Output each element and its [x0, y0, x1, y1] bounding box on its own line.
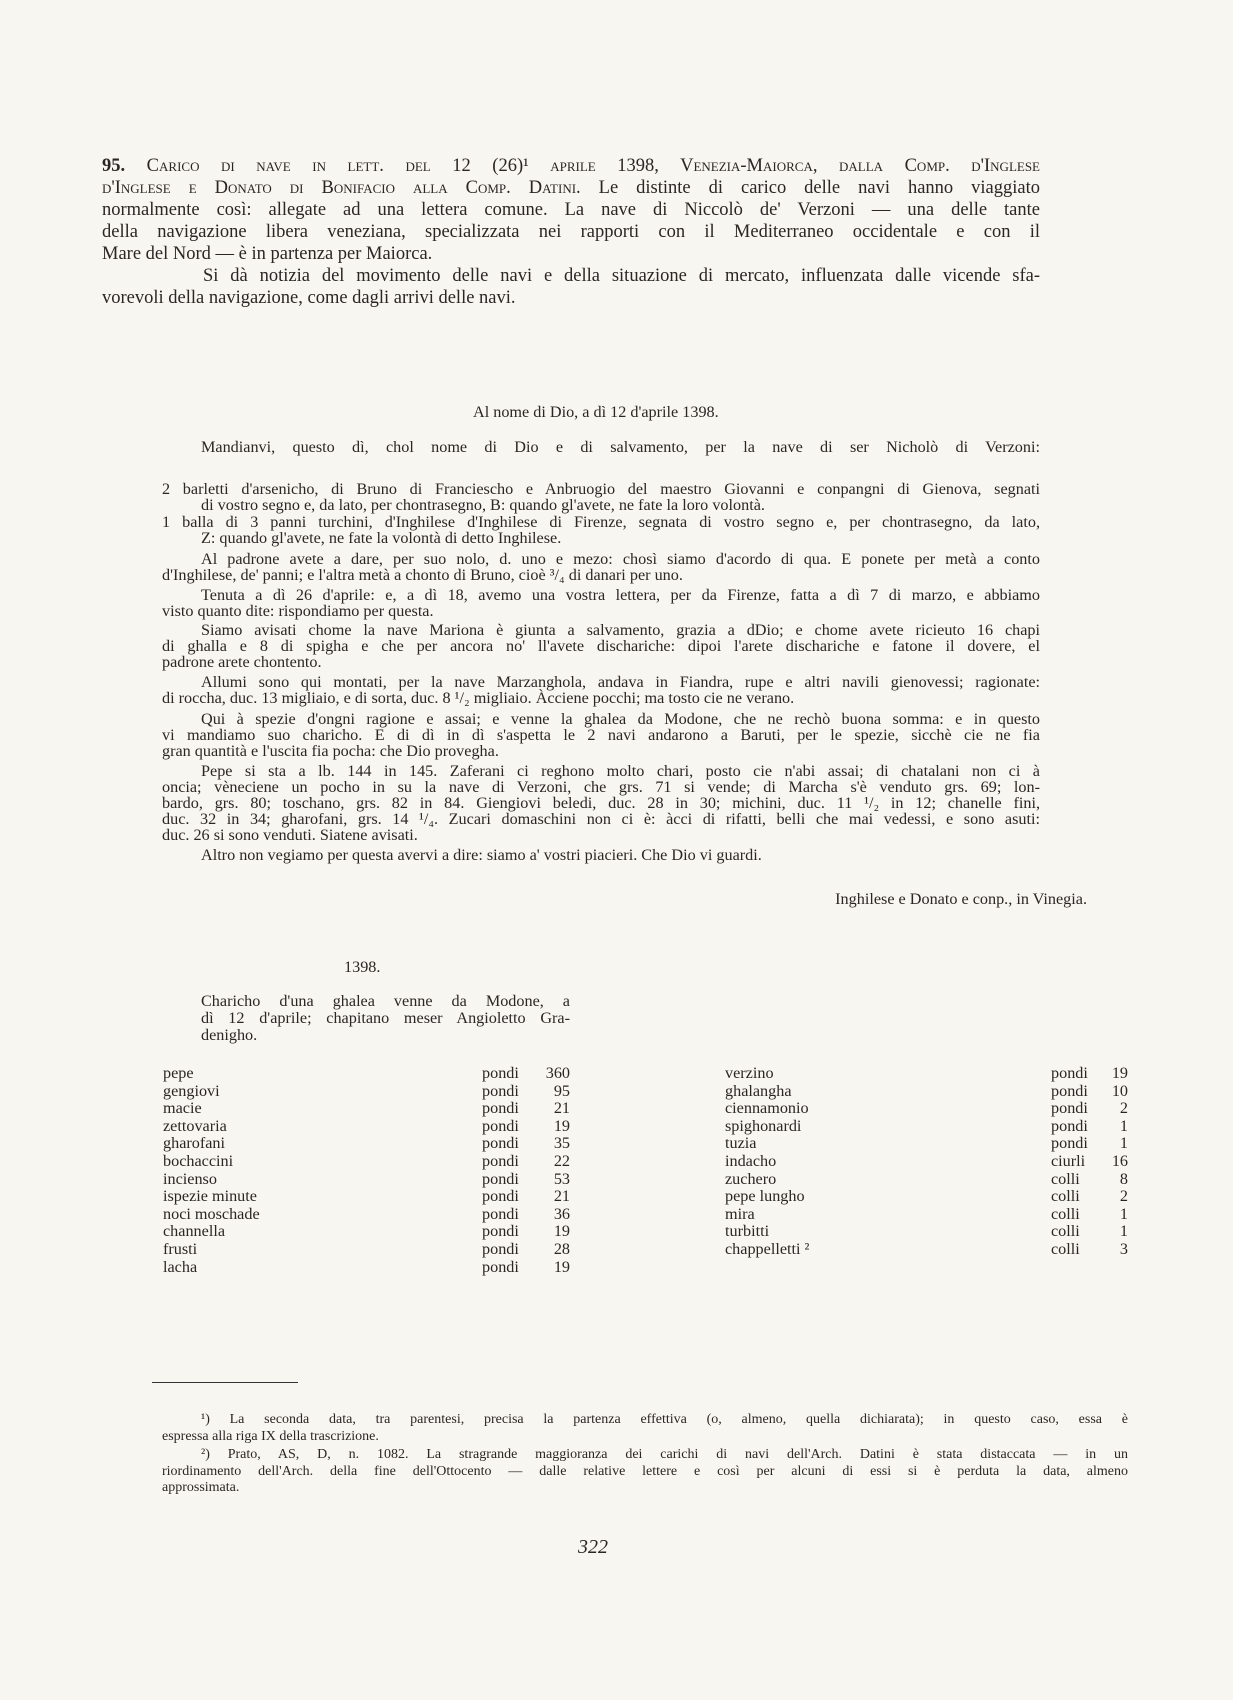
- letter-text-line: Pepe si sta a lb. 144 in 145. Zaferani ci reghono molto chari, posto cie n'abi assai; di chatalani non ci à: [201, 762, 1040, 780]
- letter-text-line: 1 balla di 3 panni turchini, d'Inghilese d'Inghilese di Firenze, segnata di vostro segno e, per chontrasegno, da lato,: [162, 513, 1040, 531]
- cargo-quantity: 2: [1119, 1099, 1128, 1118]
- footnote-line: approssimata.: [162, 1480, 240, 1495]
- cargo-quantity: 1: [1119, 1134, 1128, 1153]
- letter-text-line: Z: quando gl'avete, ne fate la volontà di detto Inghilese.: [201, 529, 562, 547]
- cargo-quantity: 8: [1119, 1169, 1128, 1188]
- cargo-item: ghalangha: [725, 1081, 792, 1100]
- letter-text-line: bardo, grs. 80; toschano, grs. 82 in 84. Giengiovi beledi, duc. 28 in 30; michini, duc. 11 ¹/₂ in 12; chanelle fini,: [162, 794, 1040, 812]
- header-title-line-2: [102, 177, 1040, 199]
- cargo-item: zettovaria: [163, 1116, 227, 1135]
- cargo-unit: colli: [1051, 1240, 1080, 1258]
- cargo-quantity: 360: [545, 1064, 570, 1082]
- letter-text-line: Allumi sono qui montati, per la nave Marzanghola, andava in Fiandra, rupe e altri navili gienovessi; ragionate:: [201, 673, 1040, 691]
- cargo-unit: colli: [1051, 1187, 1080, 1206]
- cargo-item: lacha: [163, 1257, 198, 1276]
- cargo-item: turbitti: [725, 1222, 770, 1241]
- header-title-line-1: [102, 155, 1040, 177]
- page-number: 322: [578, 1536, 608, 1558]
- cargo-unit: pondi: [482, 1116, 519, 1135]
- cargo-quantity: 16: [1111, 1152, 1128, 1170]
- cargo-unit: pondi: [482, 1169, 519, 1188]
- cargo-quantity: 19: [553, 1116, 570, 1135]
- letter-text-line: di roccha, duc. 13 migliaio, e di sorta, duc. 8 ¹/₂ migliaio. Àcciene pocchi; ma tosto cie ne verano.: [162, 689, 795, 707]
- cargo-item: pepe: [163, 1064, 194, 1082]
- cargo-intro-line: dì 12 d'aprile; chapitano meser Angioletto Gra-: [201, 1009, 570, 1027]
- cargo-item: gengiovi: [163, 1081, 220, 1100]
- cargo-quantity: 19: [553, 1257, 570, 1276]
- letter-text-line: di ghalla e 8 di spigha e che per ancora no' ll'avete dischariche: dipoi l'arete dischariche e fatone il dovere, el: [162, 637, 1040, 655]
- cargo-item: bochaccini: [163, 1152, 234, 1170]
- cargo-item: indacho: [725, 1152, 777, 1170]
- letter-text-line: padrone arete chontento.: [162, 653, 322, 671]
- letter-signature: Inghilese e Donato e conp., in Vinegia.: [835, 890, 1087, 908]
- cargo-unit: pondi: [482, 1064, 519, 1082]
- cargo-intro-line: denigho.: [201, 1026, 258, 1044]
- footnote-rule: [152, 1382, 298, 1383]
- cargo-unit: colli: [1051, 1169, 1080, 1188]
- cargo-unit: pondi: [1051, 1116, 1088, 1135]
- cargo-quantity: 3: [1119, 1240, 1128, 1258]
- cargo-unit: pondi: [482, 1204, 519, 1223]
- cargo-unit: pondi: [482, 1099, 519, 1118]
- letter-dateline: Al nome di Dio, a dì 12 d'aprile 1398.: [473, 403, 719, 421]
- cargo-year: 1398.: [344, 958, 381, 976]
- cargo-item: verzino: [725, 1064, 774, 1082]
- cargo-quantity: 95: [553, 1081, 570, 1100]
- cargo-item: noci moschade: [163, 1204, 260, 1223]
- cargo-quantity: 1: [1119, 1116, 1128, 1135]
- letter-text-line: visto quanto dite: rispondiamo per questa.: [162, 602, 434, 620]
- header-text-line: normalmente così: allegate ad una lettera comune. La nave di Niccolò de' Verzoni — una delle tante: [102, 200, 1040, 220]
- letter-text-line: Qui à spezie d'ongni ragione e assai; e venne la ghalea da Modone, che ne rechò buona somma: e in questo: [201, 710, 1040, 728]
- cargo-unit: pondi: [482, 1081, 519, 1100]
- entry-description: Le distinte di carico delle navi hanno viaggiato: [598, 178, 1040, 198]
- entry-number: 95.: [102, 156, 126, 176]
- letter-text-line: 2 barletti d'arsenicho, di Bruno di Franciescho e Anbruogio del maestro Giovanni e conpangni di Gienova, segnati: [162, 480, 1040, 498]
- cargo-unit: pondi: [1051, 1081, 1088, 1100]
- cargo-unit: pondi: [1051, 1134, 1088, 1153]
- cargo-quantity: 22: [553, 1152, 570, 1170]
- cargo-quantity: 2: [1119, 1187, 1128, 1206]
- entry-title-cont: d'Inglese e Donato di Bonifacio alla Comp. Datini.: [102, 178, 581, 198]
- letter-text-line: duc. 32 in 34; gharofani, grs. 14 ¹/₄. Zucari domaschini non ci è: àcci di rifatti, belli che mai vedessi, e sono asuti:: [162, 810, 1040, 828]
- cargo-item: zuchero: [725, 1169, 777, 1188]
- cargo-unit: pondi: [482, 1222, 519, 1241]
- cargo-quantity: 19: [1111, 1064, 1128, 1082]
- footnote-line: riordinamento dell'Arch. della fine dell'Ottocento — dalle relative lettere e così per alcuni di essi si è perduta la data, almeno: [162, 1463, 1128, 1479]
- cargo-unit: colli: [1051, 1222, 1080, 1241]
- cargo-unit: pondi: [482, 1134, 519, 1153]
- cargo-item: frusti: [163, 1240, 198, 1258]
- cargo-item: ciennamonio: [725, 1099, 809, 1118]
- letter-text-line: Al padrone avete a dare, per suo nolo, d. uno e mezo: chosì siamo d'acordo di qua. E ponete per metà a conto: [201, 550, 1040, 568]
- cargo-unit: ciurli: [1051, 1152, 1086, 1170]
- cargo-item: chappelletti ²: [725, 1240, 810, 1258]
- footnote-line: ¹) La seconda data, tra parentesi, precisa la partenza effettiva (o, almeno, quella dichiarata); in questo caso, essa è: [201, 1412, 1128, 1427]
- letter-text-line: d'Inghilese, de' panni; e l'altra metà a chonto di Bruno, cioè ³/₄ di danari per uno.: [162, 566, 683, 584]
- cargo-quantity: 36: [553, 1204, 570, 1223]
- cargo-item: inciensо: [163, 1169, 217, 1188]
- footnote-line: espressa alla riga IX della trascrizione.: [162, 1428, 379, 1444]
- cargo-item: spighonardi: [725, 1116, 802, 1135]
- letter-text-line: Tenuta a dì 26 d'aprile: e, a dì 18, avemo una vostra lettera, per da Firenze, fatta a dì 7 di marzo, e abbiamo: [201, 586, 1040, 604]
- letter-text-line: gran quantità e l'uscita fia pocha: che Dio provegha.: [162, 742, 499, 760]
- cargo-item: pepe lungho: [725, 1187, 805, 1206]
- cargo-quantity: 53: [553, 1169, 570, 1188]
- cargo-intro-line: Charicho d'una ghalea venne da Modone, a: [201, 992, 570, 1010]
- header-text-line: Si dà notizia del movimento delle navi e della situazione di mercato, influenzata dalle vicende sfa-: [203, 266, 1040, 286]
- cargo-quantity: 21: [553, 1187, 570, 1206]
- header-text-line: della navigazione libera veneziana, specializzata nei rapporti con il Mediterraneo occidentale e con il: [102, 222, 1040, 242]
- letter-text-line: di vostro segno e, da lato, per chontrasegno, B: quando gl'avete, ne fate la loro volontà.: [201, 496, 765, 514]
- cargo-quantity: 35: [553, 1134, 570, 1153]
- header-text-line: vorevoli della navigazione, come dagli arrivi delle navi.: [102, 288, 516, 308]
- cargo-unit: pondi: [482, 1257, 519, 1276]
- cargo-unit: colli: [1051, 1204, 1080, 1223]
- letter-text-line: duc. 26 si sono venduti. Siatene avisati.: [162, 826, 418, 844]
- letter-text-line: oncia; vèneciene un pocho in su la nave di Verzoni, che grs. 71 si vende; di Marcha s'è venduto grs. 69; lon-: [162, 778, 1040, 796]
- cargo-quantity: 1: [1119, 1222, 1128, 1241]
- cargo-item: gharofani: [163, 1134, 226, 1153]
- cargo-unit: pondi: [1051, 1064, 1088, 1082]
- letter-text-line: Siamo avisati chome la nave Mariona è giunta a salvamento, grazia a dDio; e chome avete ricieuto 16 chapi: [201, 621, 1040, 639]
- cargo-unit: pondi: [482, 1240, 519, 1258]
- cargo-item: channella: [163, 1222, 226, 1241]
- cargo-quantity: 28: [553, 1240, 570, 1258]
- header-text-line: Mare del Nord — è in partenza per Maiorca.: [102, 244, 433, 264]
- cargo-quantity: 1: [1119, 1204, 1128, 1223]
- cargo-unit: pondi: [482, 1152, 519, 1170]
- letter-text-line: vi mandiamo suo charicho. E di dì in dì s'aspetta le 2 navi andarono a Baruti, per le spezie, sicchè cie ne fia: [162, 726, 1040, 744]
- cargo-item: ispezie minute: [163, 1187, 257, 1206]
- cargo-unit: pondi: [482, 1187, 519, 1206]
- cargo-unit: pondi: [1051, 1099, 1088, 1118]
- cargo-quantity: 21: [553, 1099, 570, 1118]
- cargo-item: mira: [725, 1204, 755, 1223]
- letter-opening: Mandianvi, questo dì, chol nome di Dio e di salvamento, per la nave di ser Nicholò di Verzoni:: [201, 438, 1040, 456]
- footnote-line: ²) Prato, AS, D, n. 1082. La stragrande maggioranza dei carichi di navi dell'Arch. Datini è stata distaccata — in un: [201, 1447, 1128, 1462]
- cargo-item: tuzia: [725, 1134, 757, 1153]
- letter-text-line: Altro non vegiamo per questa avervi a dire: siamo a' vostri piacieri. Che Dio vi guardi.: [201, 846, 762, 864]
- cargo-item: macie: [163, 1099, 202, 1118]
- cargo-quantity: 19: [553, 1222, 570, 1241]
- entry-title: Carico di nave in lett. del 12 (26)¹ aprile 1398, Venezia-Maiorca, dalla Comp. d'Inglese: [146, 156, 1040, 176]
- cargo-quantity: 10: [1111, 1081, 1128, 1100]
